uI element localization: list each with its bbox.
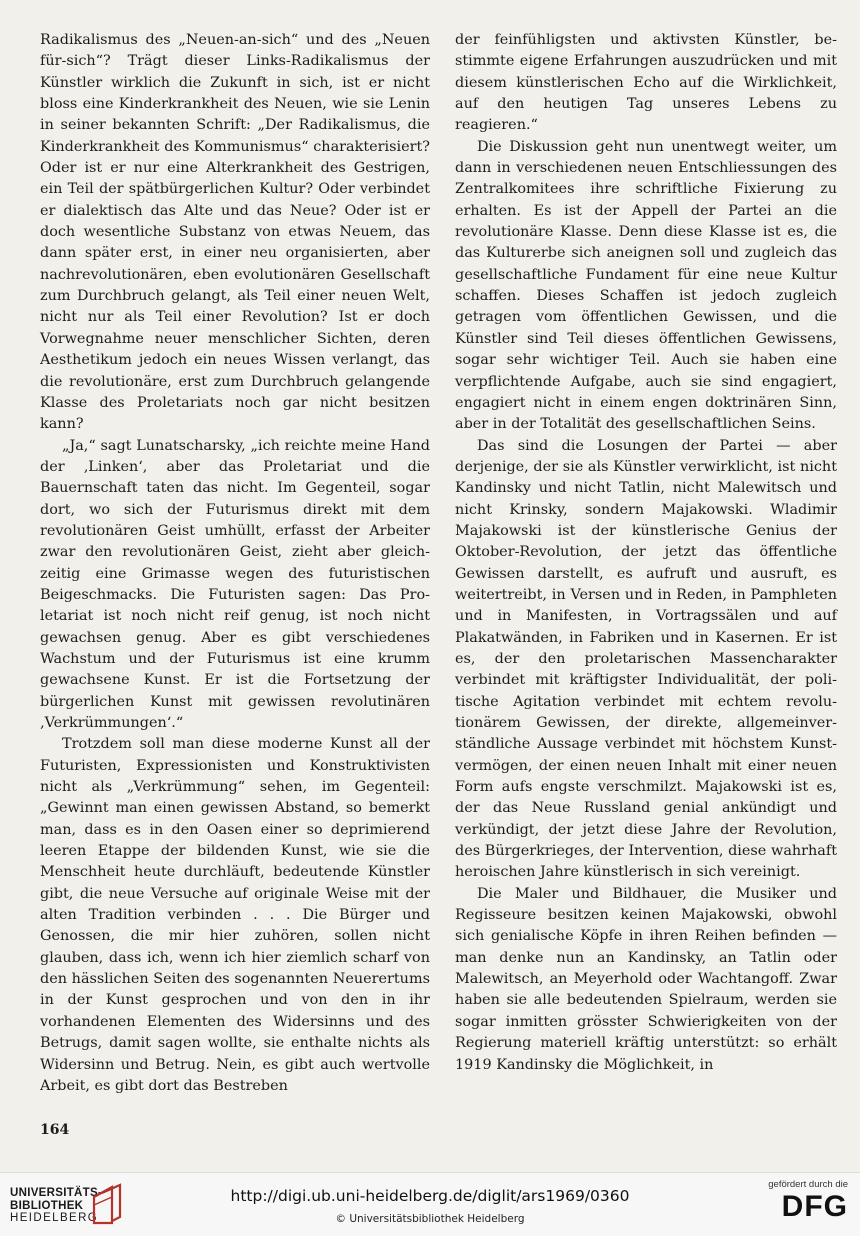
viewer-footer: [0, 1172, 860, 1236]
paragraph: der feinfühligsten und aktivsten Künstler, bestimmte eigene Erfahrungen auszudrücken und mit diesem künstlerischen Echo auf die Wirklichkeit, auf den heutigen Tag unseres Lebens zu reagieren.“: [455, 32, 837, 134]
paragraph: Radikalismus des „Neuen-an-sich“ und des „Neuen für-sich“? Trägt dieser Links-Radikalismus der Künstler wirklich die Zukunft in sich, ist er nicht bloss eine Kinderkrankheit des Neuen, wie sie Lenin in seiner bekannten Schrift: „Der Radikalismus, die Kinderkrankheit des Kommunismus“ charakterisiert? Oder ist er nur eine Alterkrankheit des Gestrigen, ein Teil der spätbürgerlichen Kultur? Oder verbindet er dialektisch das Alte und das Neue? Oder ist er doch wesentliche Substanz von etwas Neuem, das dann später erst, in einer neu organisierten, aber nachrevolutionären, eben evolutionären Gesellschaft zum Durchbruch gelangt, als Teil einer neuen Welt, nicht nur als Teil einer Revolution? Ist er doch Vorwegnahme neuer menschlicher Sichten, deren Aesthetikum jedoch ein neues Wissen verlangt, das die revolutionäre, erst zum Durchbruch gelangende Klasse des Proletariats noch gar nicht besitzen kann?: [40, 32, 430, 433]
library-name-line2: BIBLIOTHEK: [10, 1199, 84, 1212]
right-column: [455, 30, 837, 1076]
permalink-url[interactable]: http://digi.ub.uni-heidelberg.de/diglit/ars1969/0360: [230, 1187, 630, 1205]
paragraph: Trotzdem soll man diese moderne Kunst all der Futuristen, Expressionisten und Konstruktivisten nicht als „Verkrümmung“ sehen, im Gegenteil: „Gewinnt man einen gewissen Abstand, so bemerkt man, dass es in den Oasen einer so deprimierend leeren Etappe der bildenden Kunst, wie sie die Menschheit heute durchläuft, bedeutende Künstler gibt, die neue Versuche auf originale Weise mit der alten Tradition verbinden . . . Die Bürger und Genossen, die mir hier zuhören, sollen nicht glauben, dass ich, wenn ich hier ziemlich scharf von den hässlichen Seiten des sogenannten Neuerertums in der Kunst gesprochen und von den in ihr vorhandenen Elementen des Widersinns und des Betrugs, damit sagen wollte, sie enthalte nichts als Widersinn und Betrug. Nein, es gibt auch wertvolle Arbeit, es gibt dort das Bestreben: [40, 736, 430, 1094]
library-name-line1: UNIVERSITÄTS-: [10, 1187, 103, 1199]
funder-name: DFG: [781, 1190, 848, 1223]
left-column: [40, 30, 430, 1097]
paragraph: Das sind die Losungen der Partei — aber derjenige, der sie als Künstler verwirklicht, ist nicht Kandinsky und nicht Tatlin, nicht Malewitsch und nicht Krinsky, sondern Majakowski. Wladimir Majakowski ist der künstlerische Genius der Oktober-Revolution, der jetzt das öffentliche Gewissen darstellt, es aufruft und ausruft, es weitertreibt, in Versen und in Reden, in Pamphleten und in Manifesten, in Vortragssälen und auf Plakatwänden, in Fabriken und in Kasernen. Er ist es, der den proletarischen Massencharakter verbindet mit kräftigster Individualität, der politische Agitation verbindet mit echtem revolutionärem Gewissen, der direkte, allgemeinverständliche Aussage verbindet mit höchstem Kunstvermögen, der einen neuen Inhalt mit einer neuen Form aufs engste verschmilzt. Majakowski ist es, der das Neue Russland genial ankündigt und verkündigt, der jetzt diese Jahre der Revolution, des Bürgerkrieges, der Intervention, diese wahrhaft heroischen Jahre künstlerisch in sich vereinigt.: [455, 437, 837, 881]
library-name-line3: HEIDELBERG: [10, 1212, 99, 1224]
paragraph: „Ja,“ sagt Lunatscharsky, „ich reichte meine Hand der ‚Linken‘, aber das Proletariat und die Bauernschaft taten das nicht. Im Gegenteil, sogar dort, wo sich der Futurismus direkt mit dem revolutionären Geist umhüllt, erfasst der Arbeiter zwar den revolutionären Geist, zieht aber gleichzeitig eine Grimasse wegen des futuristischen Beigeschmacks. Die Futuristen sagen: Das Proletariat ist noch nicht reif genug, ist noch nicht gewachsen genug. Aber es gibt verschiedenes Wachstum und der Futurismus ist eine krumm gewachsene Kunst. Er ist die Fortsetzung der bürgerlichen Kunst mit gewissen revolutinären ‚Verkrümmungen‘.“: [40, 437, 430, 731]
funding-note: gefördert durch die: [768, 1179, 848, 1190]
dfg-logo[interactable]: [748, 1179, 848, 1224]
page-number: 164: [40, 1122, 70, 1138]
paragraph: Die Maler und Bildhauer, die Musiker und Regisseure besitzen keinen Majakowski, obwohl sich genialische Köpfe in ihren Reihen befinden — man denke nun an Kandinsky, an Tatlin oder Malewitsch, an Meyerhold oder Wachtangoff. Zwar haben sie alle bedeutenden Spielraum, werden sie sogar inmitten grösster Schwierigkeiten von der Regierung materiell kräftig unterstützt: so erhält 1919 Kandinsky die Möglichkeit, in: [455, 885, 837, 1073]
copyright-notice: © Universitätsbibliothek Heidelberg: [335, 1213, 525, 1225]
paragraph: Die Diskussion geht nun unentwegt weiter, um dann in verschiedenen neuen Entschliessungen des Zentralkomitees ihre schriftliche Fixierung zu erhalten. Es ist der Appell der Partei an die revolutionäre Klasse. Denn diese Klasse ist es, die das Kulturerbe sich aneignen soll und zugleich das gesellschaftliche Fundament für eine neue Kultur schaffen. Dieses Schaffen ist jedoch zugleich getragen vom öffentlichen Gewissen, und die Künstler sind Teil dieses öffentlichen Gewissens, sogar sehr wichtiger Teil. Auch sie haben eine verpflichtende Aufgabe, auch sie sind engagiert, engagiert nicht in einem engen doktrinären Sinn, aber in der Totalität des gesellschaftlichen Seins.: [455, 138, 837, 433]
